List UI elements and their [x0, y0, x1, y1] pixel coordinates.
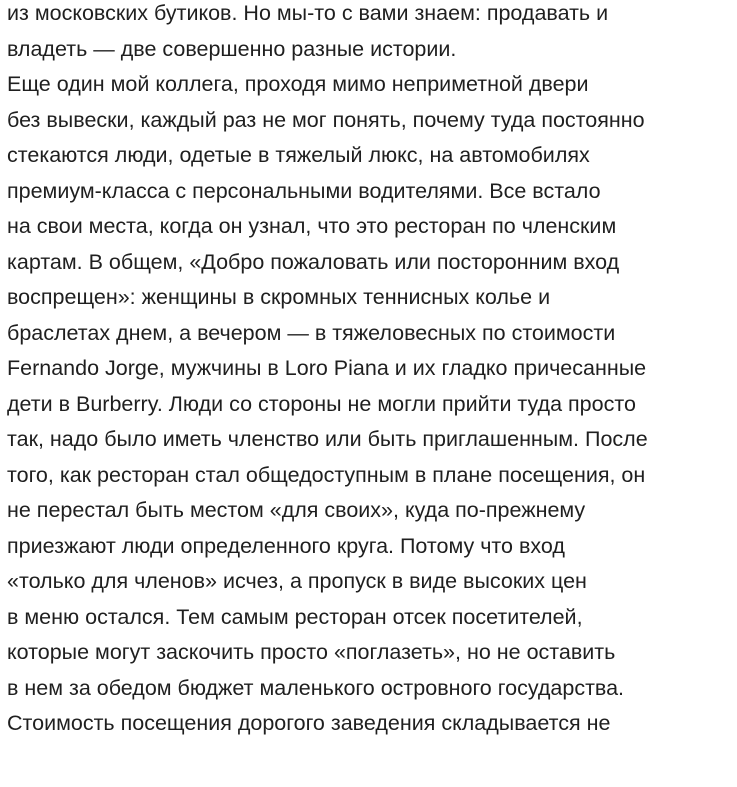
paragraph-restaurant-story	[7, 67, 733, 706]
text-line: приезжают люди определенного круга. Потому что вход	[7, 533, 565, 558]
text-line: того, как ресторан стал общедоступным в плане посещения, он	[7, 462, 646, 487]
paragraph-intro-ending	[7, 0, 733, 67]
text-line: в нем за обедом бюджет маленького островного государства.	[7, 675, 625, 700]
text-line: картам. В общем, «Добро пожаловать или посторонним вход	[7, 249, 620, 274]
text-line: браслетах днем, а вечером — в тяжеловесных по стоимости	[7, 320, 616, 345]
text-line: в меню остался. Тем самым ресторан отсек посетителей,	[7, 604, 583, 629]
text-line: не перестал быть местом «для своих», куда по-прежнему	[7, 498, 586, 522]
paragraph-cost	[7, 706, 733, 742]
text-line: без вывески, каждый раз не мог понять, почему туда постоянно	[7, 107, 645, 132]
text-line: стекаются люди, одетые в тяжелый люкс, на автомобилях	[7, 143, 590, 167]
text-line: на свои места, когда он узнал, что это ресторан по членским	[7, 214, 617, 238]
text-line: дети в Burberry. Люди со стороны не могли прийти туда просто	[7, 391, 636, 416]
text-line: премиум-класса с персональными водителями. Все встало	[7, 178, 601, 203]
text-line: «только для членов» исчез, а пропуск в виде высоких цен	[7, 569, 587, 593]
text-line: Fernando Jorge, мужчины в Loro Piana и их гладко причесанные	[7, 356, 647, 380]
text-line: воспрещен»: женщины в скромных теннисных колье и	[7, 285, 551, 309]
article-body	[7, 0, 733, 742]
text-line: владеть — две совершенно разные истории.	[7, 36, 457, 61]
text-line: из московских бутиков. Но мы-то с вами знаем: продавать и	[7, 1, 609, 25]
text-line: Стоимость посещения дорогого заведения складывается не	[7, 711, 611, 735]
text-line: так, надо было иметь членство или быть приглашенным. После	[7, 427, 648, 451]
text-line: которые могут заскочить просто «поглазеть», но не оставить	[7, 640, 616, 664]
text-line: Еще один мой коллега, проходя мимо неприметной двери	[7, 72, 589, 96]
